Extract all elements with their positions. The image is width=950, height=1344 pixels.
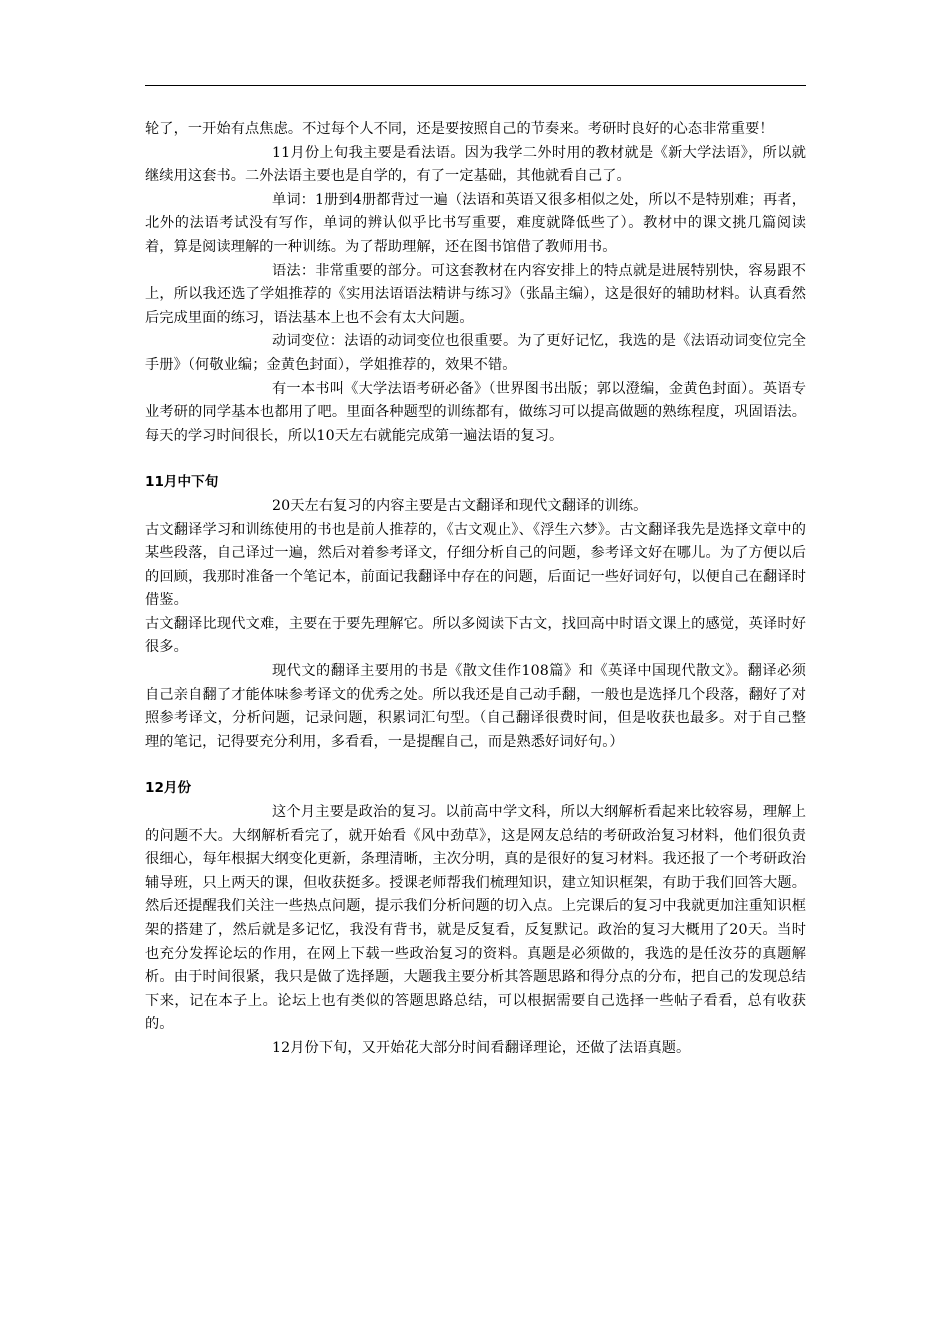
paragraph-exam-book: 有一本书叫《大学法语考研必备》（世界图书出版；郭以澄编，金黄色封面）。英语专业考研的同学基本也都用了吧。里面各种题型的训练都有，做练习可以提高做题的熟练程度，巩固语法。每天的学习时间很长，所以10天左右就能完成第一遍法语的复习。 (145, 380, 806, 444)
paragraph-classical-translation: 古文翻译学习和训练使用的书也是前人推荐的，《古文观止》、《浮生六梦》。古文翻译我先是选择文章中的某些段落，自己译过一遍，然后对着参考译文，仔细分析自己的问题，参考译文好在哪儿。为了方便以后的回顾，我那时准备一个笔记本，前面记我翻译中存在的问题，后面记一些好词好句，以便自己在翻译时借鉴。 (145, 521, 806, 609)
header-rule (145, 85, 806, 86)
paragraph-classical-difficulty: 古文翻译比现代文难，主要在于要先理解它。所以多阅读下古文，找回高中时语文课上的感觉，英译时好很多。 (145, 615, 806, 656)
intro-paragraph: 轮了，一开始有点焦虑。不过每个人不同，还是要按照自己的节奏来。考研时良好的心态非常重要！ (145, 121, 774, 137)
paragraph-verb-conjugation: 动词变位：法语的动词变位也很重要。为了更好记忆，我选的是《法语动词变位完全手册》（何敬业编；金黄色封面），学姐推荐的，效果不错。 (145, 333, 806, 373)
paragraph-modern-translation: 现代文的翻译主要用的书是《散文佳作108篇》和《英译中国现代散文》。翻译必须自己亲自翻了才能体味参考译文的优秀之处。所以我还是自己动手翻，一般也是选择几个段落，翻好了对照参考译文，分析问题，记录问题，积累词汇句型。（自己翻译很费时间，但是收获也最多。对于自己整理的笔记，记得要充分利用，多看看，一是提醒自己，而是熟悉好词好句。） (145, 663, 806, 750)
paragraph-late-december: 12月份下旬，又开始花大部分时间看翻译理论，还做了法语真题。 (272, 1039, 691, 1056)
paragraph-translation-overview: 20天左右复习的内容主要是古文翻译和现代文翻译的训练。 (272, 497, 648, 514)
document-body (145, 118, 806, 1061)
paragraph-politics-review: 这个月主要是政治的复习。以前高中学文科，所以大纲解析看起来比较容易，理解上的问题不大。大纲解析看完了，就开始看《风中劲草》，这是网友总结的考研政治复习材料，他们很负责很细心，每年根据大纲变化更新，条理清晰，主次分明，真的是很好的复习材料。我还报了一个考研政治辅导班，只上两天的课，但收获挺多。授课老师帮我们梳理知识，建立知识框架，有助于我们回答大题。然后还提醒我们关注一些热点问题，提示我们分析问题的切入点。上完课后的复习中我就更加注重知识框架的搭建了，然后就是多记忆，我没有背书，就是反复看，反复默记。政治的复习大概用了20天。当时也充分发挥论坛的作用，在网上下载一些政治复习的资料。真题是必须做的，我选的是任汝芬的真题解析。由于时间很紧，我只是做了选择题，大题我主要分析其答题思路和得分点的分布，把自己的发现总结下来，记在本子上。论坛上也有类似的答题思路总结，可以根据需要自己选择一些帖子看看，总有收获的。 (145, 804, 806, 1033)
paragraph-french-study: 11月份上旬我主要是看法语。因为我学二外时用的教材就是《新大学法语》，所以就继续用这套书。二外法语主要也是自学的，有了一定基础，其他就看自己了。 (145, 144, 806, 185)
paragraph-grammar: 语法：非常重要的部分。可这套教材在内容安排上的特点就是进展特别快，容易跟不上，所以我还选了学姐推荐的《实用法语语法精讲与练习》（张晶主编），这是很好的辅助材料。认真看然后完成里面的练习，语法基本上也不会有太大问题。 (145, 262, 806, 326)
section-heading-december: 12月份 (145, 780, 192, 797)
paragraph-vocabulary: 单词：1册到4册都背过一遍（法语和英语又很多相似之处，所以不是特别难；再者，北外的法语考试没有写作，单词的辨认似乎比书写重要，难度就降低些了）。教材中的课文挑几篇阅读着，算是阅读理解的一种训练。为了帮助理解，还在图书馆借了教师用书。 (145, 191, 806, 255)
section-heading-mid-late-november: 11月中下旬 (145, 474, 219, 491)
